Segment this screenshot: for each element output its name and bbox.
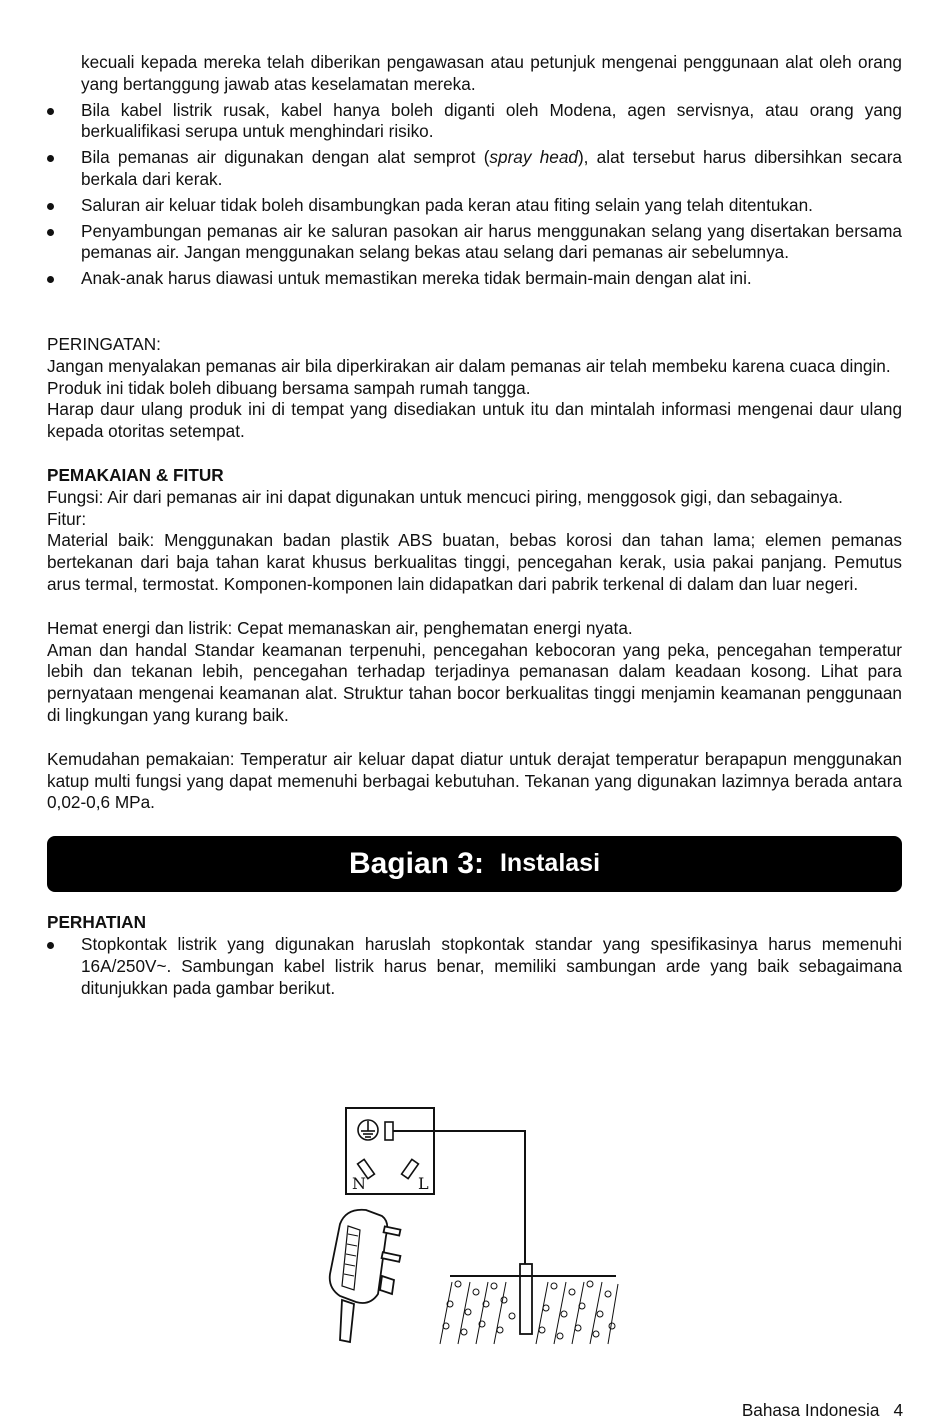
spacer <box>47 290 902 334</box>
list-item <box>47 147 902 191</box>
attention-heading: PERHATIAN <box>47 912 146 933</box>
ground-wire <box>393 1131 525 1269</box>
warning-line: Jangan menyalakan pemanas air bila diperkirakan air dalam pemanas air telah membeku karena cuaca dingin. <box>47 355 891 376</box>
plug-illustration <box>330 1210 401 1342</box>
safety-paragraph: Aman dan handal Standar keamanan terpenuhi, pencegahan kebocoran yang peka, pencegahan temperatur lebih dan tekanan lebih, pencegahan terhadap terjadinya pemanasan dalam keadaan kosong. Lihat para pernyataan mengenai keamanan alat. Struktur tahan bocor berkualitas tinggi menjamin keamanan penggunaan di lingkungan yang kurang baik. <box>47 639 902 725</box>
section-name: Instalasi <box>499 849 601 878</box>
list-item: Saluran air keluar tidak boleh disambungkan pada keran atau fiting selain yang telah ditentukan. <box>47 195 902 217</box>
ground-symbol-icon <box>358 1120 378 1140</box>
spacer <box>47 443 902 465</box>
page-body <box>47 52 902 999</box>
live-slot <box>402 1159 419 1178</box>
features-label: Fitur: <box>47 508 87 529</box>
ease-paragraph: Kemudahan pemakaian: Temperatur air keluar dapat diatur untuk derajat temperatur berapapun menggunakan katup multi fungsi yang dapat memenuhi berbagai kebutuhan. Tekanan yang digunakan lazimnya berada antara 0,02-0,6 MPa. <box>47 748 902 813</box>
ground-rod <box>520 1264 532 1334</box>
section-part: Bagian 3: <box>348 847 484 881</box>
spacer <box>47 727 902 749</box>
page-number: 4 <box>893 1400 903 1420</box>
list-item: Anak-anak harus diawasi untuk memastikan mereka tidak bermain-main dengan alat ini. <box>47 268 902 290</box>
list-item: Stopkontak listrik yang digunakan haruslah stopkontak standar yang spesifikasinya harus memenuhi 16A/250V~. Sambungan kabel listrik harus benar, memiliki sambungan arde yang baik sebagaimana ditunjukkan pada gambar berikut. <box>47 934 902 999</box>
warning-line: Produk ini tidak boleh dibuang bersama sampah rumah tangga. <box>47 377 531 398</box>
earth-slot <box>385 1122 393 1140</box>
spacer <box>47 892 902 912</box>
warning-title: PERINGATAN: <box>47 333 161 354</box>
spray-text-before: Bila pemanas air digunakan dengan alat semprot ( <box>81 147 490 168</box>
material-paragraph: Material baik: Menggunakan badan plastik ABS buatan, bebas korosi dan tahan lama; elemen pemanas bertekanan dari baja tahan karat khusus berkualitas tinggi, pencegahan kerak, usia pakai panjang. Pemutus arus termal, termostat. Komponen-komponen lain didapatkan dari pabrik terkenal di dalam dan luar negeri. <box>47 530 902 594</box>
footer-language: Bahasa Indonesia <box>741 1400 880 1420</box>
warning-line: Harap daur ulang produk ini di tempat yang disediakan untuk itu dan mintalah informasi mengenai daur ulang kepada otoritas setempat. <box>47 399 902 442</box>
safety-bullet-list <box>47 100 902 290</box>
section-banner <box>47 836 902 892</box>
spray-head-italic: spray head <box>489 147 578 168</box>
spacer <box>47 596 902 618</box>
list-item: Penyambungan pemanas air ke saluran pasokan air harus menggunakan selang yang disertakan bersama pemanas air. Jangan menggunakan selang bekas atau selang dari pemanas air sebelumnya. <box>47 221 902 265</box>
grounding-diagram <box>320 1104 630 1354</box>
continuation-paragraph: kecuali kepada mereka telah diberikan pengawasan atau petunjuk mengenai penggunaan alat oleh orang yang bertanggung jawab atas keselamatan mereka. <box>81 52 902 94</box>
neutral-label: N <box>352 1174 366 1193</box>
energy-paragraph: Hemat energi dan listrik: Cepat memanaskan air, penghematan energi nyata. <box>47 617 633 638</box>
usage-function: Fungsi: Air dari pemanas air ini dapat digunakan untuk mencuci piring, menggosok gigi, dan sebagainya. <box>47 486 843 507</box>
live-label: L <box>418 1174 429 1193</box>
attention-bullet-list <box>47 934 902 999</box>
list-item: Bila kabel listrik rusak, kabel hanya boleh diganti oleh Modena, agen servisnya, atau orang yang berkualifikasi serupa untuk menghindari risiko. <box>47 100 902 144</box>
usage-heading: PEMAKAIAN & FITUR <box>47 464 224 485</box>
spray-text-after: ), alat tersebut harus dibersihkan secara berkala dari kerak. <box>81 147 902 189</box>
